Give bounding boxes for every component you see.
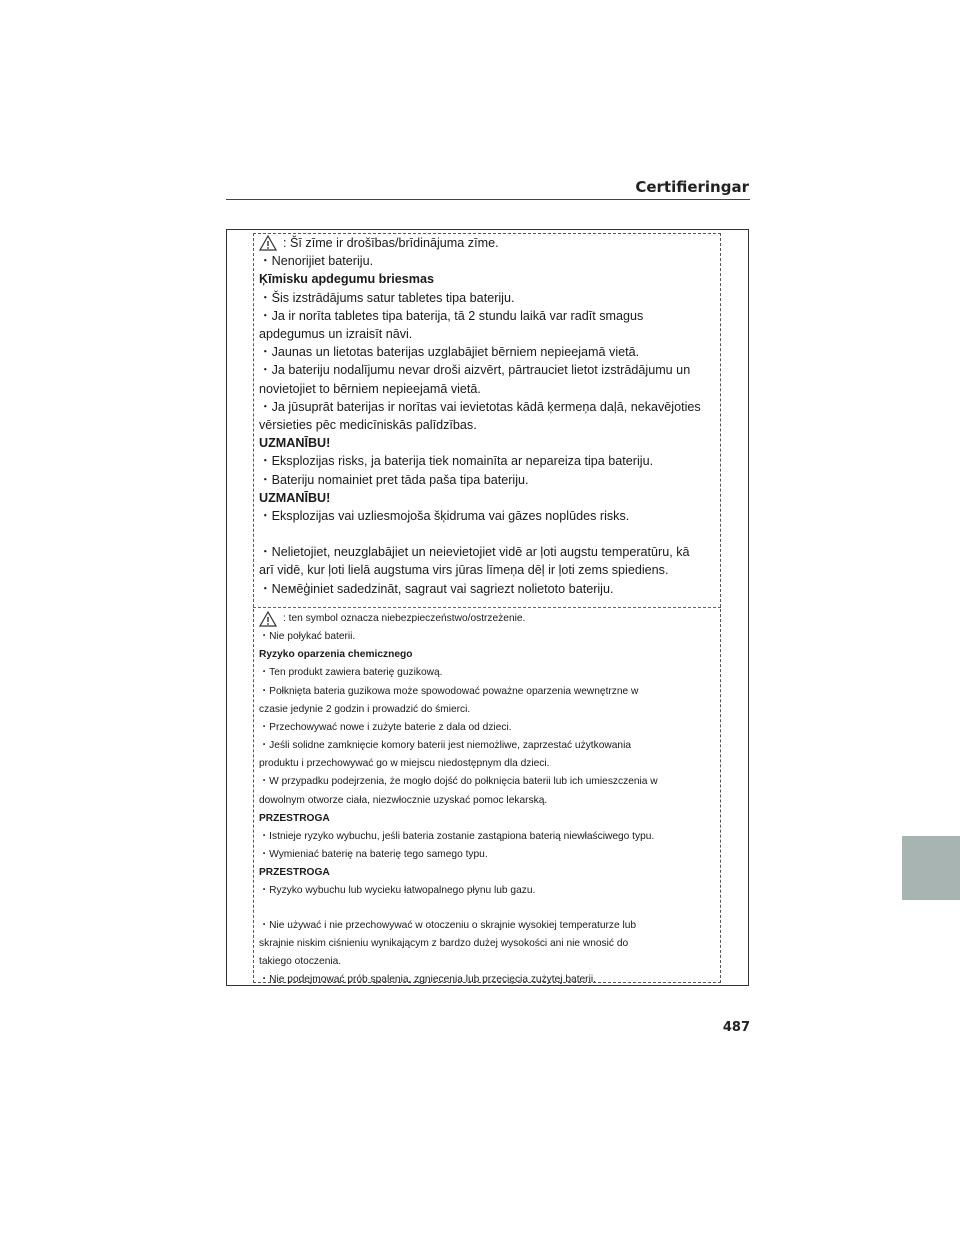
latvian-text-line: arī vidē, kur ļoti lielā augstuma virs jūras līmeņa dēļ ir ļoti zems spiediens. — [259, 563, 669, 578]
polish-warning-section — [259, 610, 719, 989]
polish-text-line: ・Nie podejmować prób spalenia, zgniecenia lub przecięcia zużytej baterii. — [259, 973, 596, 985]
polish-text-line: ・Przechowywać nowe i zużyte baterie z dala od dzieci. — [259, 721, 512, 733]
latvian-symbol-row — [259, 234, 719, 252]
polish-heading: PRZESTROGA — [259, 867, 330, 879]
polish-text-line: ・Jeśli solidne zamknięcie komory baterii jest niemożliwe, zaprzestać użytkowania — [259, 740, 631, 752]
polish-text-line — [259, 901, 719, 917]
latvian-heading: UZMANĪBU! — [259, 436, 331, 451]
polish-symbol-note: : ten symbol oznacza niebezpieczeństwo/ostrzeżenie. — [283, 613, 526, 624]
polish-text-line: produktu i przechowywać go w miejscu niedostępnym dla dzieci. — [259, 758, 550, 770]
warning-triangle-icon — [259, 235, 277, 251]
latvian-heading: Ķīmisku apdegumu briesmas — [259, 272, 434, 287]
polish-text-line: ・Wymieniać baterię na baterię tego samego typu. — [259, 849, 488, 861]
polish-text-line: ・Ryzyko wybuchu lub wycieku łatwopalnego płynu lub gazu. — [259, 885, 536, 897]
polish-text-line: czasie jedynie 2 godzin i prowadzić do śmierci. — [259, 703, 471, 715]
header-divider — [226, 199, 750, 200]
latvian-text-line: apdegumus un izraisīt nāvi. — [259, 327, 413, 342]
latvian-text-line: ・Jaunas un lietotas baterijas uzglabājiet bērniem nepieejamā vietā. — [259, 345, 640, 360]
polish-text-line: ・Nie połykać baterii. — [259, 631, 356, 643]
polish-text-line: takiego otoczenia. — [259, 955, 342, 967]
polish-symbol-row — [259, 610, 719, 628]
polish-text-line: ・Nie używać i nie przechowywać w otoczeniu o skrajnie wysokiej temperaturze lub — [259, 919, 637, 931]
latvian-text-line: ・Ja jūsuprāt baterijas ir norītas vai ievietotas kādā ķermeņa daļā, nekavējoties — [259, 399, 701, 414]
polish-text-line: ・Ten produkt zawiera baterię guzikową. — [259, 667, 443, 679]
latvian-text-line: ・Neмēģiniet sadedzināt, sagraut vai sagriezt nolietoto bateriju. — [259, 581, 614, 596]
latvian-warning-section — [259, 234, 719, 598]
polish-heading: Ryzyko oparzenia chemicznego — [259, 649, 413, 661]
page-header-title: Certifieringar — [635, 178, 749, 196]
latvian-text-line: ・Nelietojiet, neuzglabājiet un neievietojiet vidē ar ļoti augstu temperatūru, kā — [259, 545, 690, 560]
latvian-text-line: ・Šis izstrādājums satur tabletes tipa bateriju. — [259, 290, 515, 305]
latvian-lines — [259, 252, 719, 598]
polish-text-line: ・Istnieje ryzyko wybuchu, jeśli bateria zostanie zastąpiona baterią niewłaściwego typu. — [259, 830, 655, 842]
polish-lines — [259, 628, 719, 989]
polish-heading: PRZESTROGA — [259, 812, 330, 824]
latvian-text-line: ・Nenorijiet bateriju. — [259, 254, 374, 269]
latvian-text-line: ・Bateriju nomainiet pret tāda paša tipa bateriju. — [259, 472, 529, 487]
section-divider — [253, 607, 721, 608]
latvian-text-line: ・Eksplozijas vai uzliesmojoša šķidruma vai gāzes noplūdes risks. — [259, 509, 630, 524]
warning-triangle-icon — [259, 611, 277, 627]
polish-text-line: ・Połknięta bateria guzikowa może spowodować poważne oparzenia wewnętrzne w — [259, 685, 639, 697]
polish-text-line: ・W przypadku podejrzenia, że mogło dojść do połknięcia baterii lub ich umieszczenia w — [259, 776, 658, 788]
latvian-text-line: vērsieties pēc medicīniskās palīdzības. — [259, 418, 477, 433]
latvian-text-line: ・Eksplozijas risks, ja baterija tiek nomainīta ar nepareiza tipa bateriju. — [259, 454, 654, 469]
latvian-heading: UZMANĪBU! — [259, 490, 331, 505]
latvian-text-line: novietojiet to bērniem nepieejamā vietā. — [259, 381, 481, 396]
chapter-side-tab — [902, 836, 960, 900]
polish-text-line: dowolnym otworze ciała, niezwłocznie uzyskać pomoc lekarską. — [259, 794, 548, 806]
latvian-text-line: ・Ja ir norīta tabletes tipa baterija, tā 2 stundu laikā var radīt smagus — [259, 308, 644, 323]
latvian-text-line: ・Ja bateriju nodalījumu nevar droši aizvērt, pārtrauciet lietot izstrādājumu un — [259, 363, 691, 378]
polish-text-line: skrajnie niskim ciśnieniu wynikającym z bardzo dużej wysokości ani nie wnosić do — [259, 937, 629, 949]
latvian-symbol-note: : Šī zīme ir drošības/brīdinājuma zīme. — [283, 236, 499, 250]
latvian-text-line — [259, 525, 719, 543]
page-number: 487 — [722, 1020, 750, 1035]
